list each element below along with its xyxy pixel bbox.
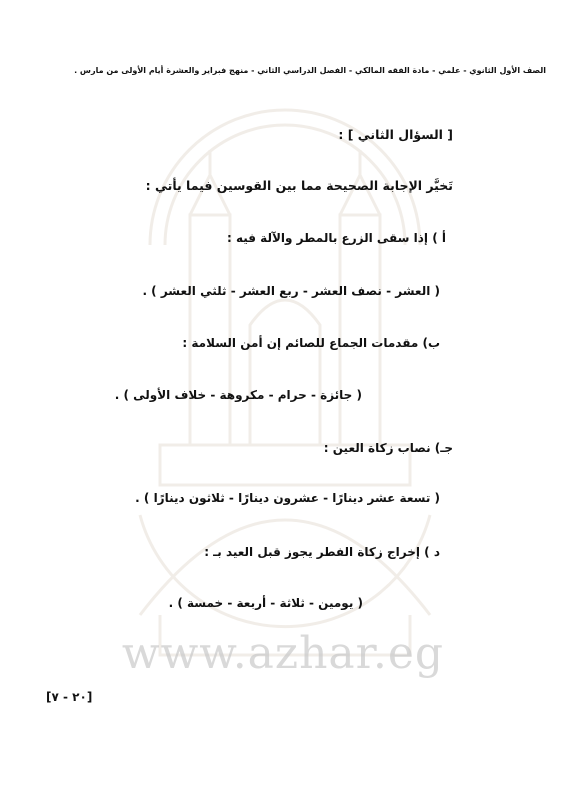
page-header: الصف الأول الثانوي - علمي - مادة الفقه المالكي - الفصل الدراسي الثاني - منهج فبراير والعشرة أيام الأولى من مارس . (74, 66, 546, 75)
item-d-options: ( يومين - ثلاثة - أربعة - خمسة ) . (168, 596, 363, 610)
item-c-options: ( تسعة عشر دينارًا - عشرون دينارًا - ثلاثون دينارًا ) . (135, 491, 440, 505)
question-instruction: تَخيَّر الإجابة الصحيحة مما بين القوسين فيما يأتي : (145, 178, 453, 193)
item-c-prompt: جـ) نصاب زكاة العين : (323, 441, 453, 455)
watermark-url: www.azhar.eg (121, 628, 445, 679)
page-number: [٢٠ - ٧] (46, 690, 93, 704)
item-b-prompt: ب) مقدمات الجماع للصائم إن أمن السلامة : (182, 336, 440, 350)
item-a-prompt: أ ) إذا سقى الزرع بالمطر والآلة فيه : (226, 231, 446, 245)
item-a-options: ( العشر - نصف العشر - ربع العشر - ثلثي العشر ) . (142, 284, 440, 298)
item-b-options: ( جائزة - حرام - مكروهة - خلاف الأولى ) . (114, 388, 362, 402)
item-d-prompt: د ) إخراج زكاة الفطر يجوز قبل العيد بـ : (204, 545, 440, 559)
question-title: [ السؤال الثاني ] : (338, 127, 453, 142)
